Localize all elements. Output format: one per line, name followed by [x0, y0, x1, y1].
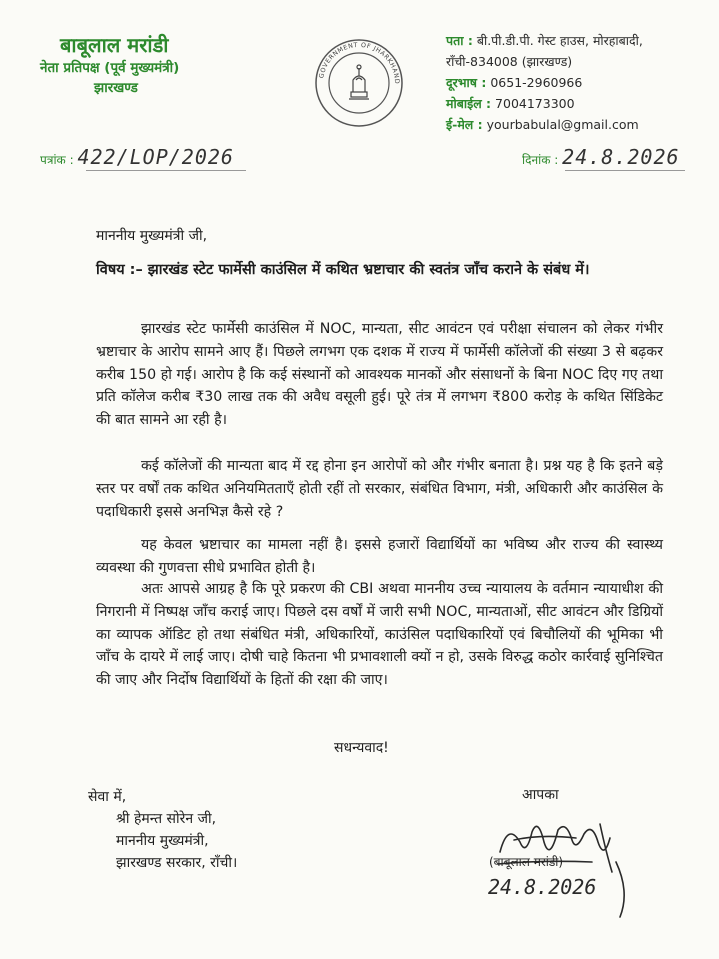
signature-name: (बाबूलाल मरांडी)	[489, 855, 564, 869]
address-line-designation: माननीय मुख्यमंत्री,	[116, 833, 209, 849]
email-label: ई-मेल :	[446, 117, 483, 132]
seal-text: GOVERNMENT OF JHARKHAND	[318, 41, 401, 85]
government-seal-logo	[314, 38, 404, 128]
patrank-value: 422/LOP/2026	[77, 145, 234, 169]
patrank-label: पत्रांक :	[40, 153, 74, 167]
dinank-label: दिनांक :	[522, 153, 559, 167]
sender-state: झारखण्ड	[94, 80, 138, 96]
paragraph-2: कई कॉलेजों की मान्यता बाद में रद्द होना इन आरोपों को और गंभीर बनाता है। प्रश्न यह है कि इतने बड़े स्तर पर वर्षों तक कथित अनियमितताएँ होती रहीं तो सरकार, संबंधित विभाग, मंत्री, अधिकारी और काउंसिल के पदाधिकारी इससे अनभिज्ञ कैसे रहे ?	[96, 458, 663, 520]
salutation: माननीय मुख्यमंत्री जी,	[96, 228, 208, 244]
signature-date: 24.8.2026	[488, 875, 597, 899]
paragraph-3: यह केवल भ्रष्टाचार का मामला नहीं है। इससे हजारों विद्यार्थियों का भविष्य और राज्य की स्वास्थ्य व्यवस्था की गुणवत्ता सीधे प्रभावित होती है।	[96, 537, 663, 576]
dinank-underline	[565, 170, 685, 171]
dinank	[522, 145, 680, 169]
address-line-recipient: श्री हेमन्त सोरेन जी,	[116, 811, 217, 827]
patrank-underline	[86, 170, 246, 171]
thanks-line: सधन्यवाद!	[334, 740, 389, 756]
closing-text: आपका	[522, 787, 559, 803]
dinank-value: 24.8.2026	[562, 145, 680, 169]
paragraph-1: झारखंड स्टेट फार्मेसी काउंसिल में NOC, मान्यता, सीट आवंटन एवं परीक्षा संचालन को लेकर गंभीर भ्रष्टाचार के आरोप सामने आए हैं। पिछले लगभग एक दशक में राज्य में फार्मेसी कॉलेजों की संख्या 3 से बढ़कर करीब 150 हो गई। आरोप है कि कई संस्थानों को आवश्यक मानकों और संसाधनों के बिना NOC दिए गए तथा प्रति कॉलेज करीब ₹30 लाख तक की अवैध वसूली हुई। पूरे तंत्र में लगभग ₹800 करोड़ के कथित सिंडिकेट की बात सामने आ रही है।	[96, 321, 663, 429]
patrank	[40, 145, 234, 169]
sender-name: बाबूलाल मरांडी	[60, 33, 169, 57]
sender-title: नेता प्रतिपक्ष (पूर्व मुख्यमंत्री)	[40, 60, 180, 76]
phone-label: दूरभाष :	[446, 75, 487, 90]
recipient-address	[88, 786, 237, 874]
email-value: yourbabulal@gmail.com	[486, 117, 639, 132]
address-label: पता :	[446, 33, 473, 48]
mobile-label: मोबाईल :	[446, 96, 492, 111]
letterhead-left	[40, 32, 270, 98]
mobile-value: 7004173300	[495, 96, 575, 111]
address-line-seva: सेवा में,	[88, 789, 127, 805]
address-line-1: बी.पी.डी.पी. गेस्ट हाउस, मोरहाबादी,	[476, 33, 643, 48]
letterhead-contact	[446, 30, 711, 135]
address-line-2: राँची-834008 (झारखण्ड)	[446, 54, 573, 69]
subject-line: विषय :– झारखंड स्टेट फार्मेसी काउंसिल में कथित भ्रष्टाचार की स्वतंत्र जाँच कराने के संबंध में।	[96, 262, 590, 278]
paragraph-4: अतः आपसे आग्रह है कि पूरे प्रकरण की CBI अथवा माननीय उच्च न्यायालय के वर्तमान न्यायाधीश की निगरानी में निष्पक्ष जाँच कराई जाए। पिछले दस वर्षों में जारी सभी NOC, मान्यताओं, सीट आवंटन और डिग्रियों का व्यापक ऑडिट हो तथा संबंधित मंत्री, अधिकारियों, काउंसिल पदाधिकारियों एवं बिचौलियों की भूमिका भी जाँच के दायरे में लाई जाए। दोषी चाहे कितना भी प्रभावशाली क्यों न हो, उसके विरुद्ध कठोर कार्रवाई सुनिश्चित की जाए और निर्दोष विद्यार्थियों के हितों की रक्षा की जाए।	[96, 581, 663, 689]
phone-value: 0651-2960966	[490, 75, 583, 90]
address-line-government: झारखण्ड सरकार, राँची।	[116, 855, 238, 871]
